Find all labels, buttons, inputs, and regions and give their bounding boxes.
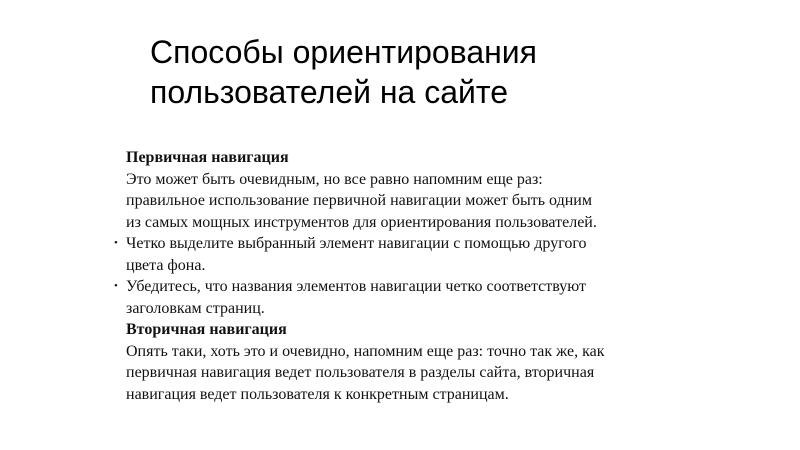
- primary-text-line-3: из самых мощных инструментов для ориентирования пользователей.: [126, 213, 597, 231]
- bullet-item-2-line-1: Убедитесь, что названия элементов навигации четко соответствуют: [126, 278, 586, 295]
- bullet-icon: •: [114, 280, 118, 292]
- bullet-item-1: [114, 233, 686, 255]
- slide-title: [150, 32, 750, 112]
- bullet-item-1-line-2: цвета фона.: [126, 256, 206, 274]
- secondary-text-line-2: первичная навигация ведет пользователя в разделы сайта, вторичная: [126, 364, 595, 381]
- bullet-item-1-line-1: Четко выделите выбранный элемент навигации с помощью другого: [126, 235, 587, 252]
- secondary-text-line-3: навигация ведет пользователя к конкретным страницам.: [126, 385, 509, 403]
- bullet-item-2: [114, 276, 686, 298]
- primary-text-line-2: правильное использование первичной навигации может быть одним: [126, 192, 592, 209]
- slide-title-line-2: пользователей на сайте: [150, 74, 508, 110]
- bullet-item-2-line-2: заголовкам страниц.: [126, 299, 265, 317]
- slide-title-line-1: Способы ориентирования: [150, 34, 537, 70]
- secondary-text-line-1: Опять таки, хоть это и очевидно, напомним еще раз: точно так же, как: [126, 342, 605, 360]
- slide-body: [114, 147, 686, 405]
- primary-navigation-heading: Первичная навигация: [126, 149, 289, 166]
- bullet-icon: •: [114, 237, 118, 249]
- primary-text-line-1: Это может быть очевидным, но все равно напомним еще раз:: [126, 170, 543, 188]
- secondary-navigation-heading: Вторичная навигация: [126, 321, 287, 338]
